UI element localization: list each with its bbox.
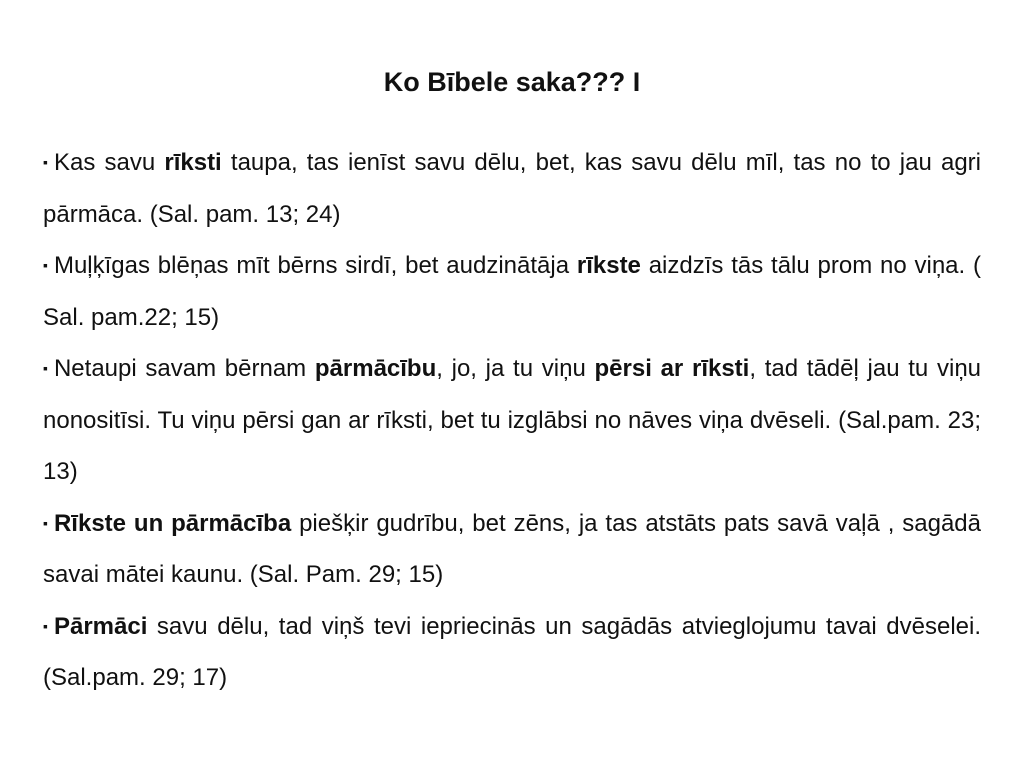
body-text: piešķir gudrību, bet zēns, ja tas atstāts pats savā vaļā , sagādā savai mātei kaunu. (Sal. Pam. 29; 15) — [43, 509, 982, 588]
body-text: savu dēlu, tad viņš tevi iepriecinās un sagādās atvieglojumu tavai dvēselei. (Sal.pam. 29; 17) — [43, 612, 981, 691]
body-text: Kas savu — [53, 149, 165, 176]
body-text: aizdzīs tās tālu prom no viņa. ( Sal. pam.22; 15) — [43, 252, 981, 331]
bullet-list — [43, 137, 981, 704]
emphasis-text: rīksti — [164, 149, 222, 176]
emphasis-text: Rīkste un pārmācība — [53, 509, 292, 537]
bullet-icon: ▪ — [43, 154, 48, 170]
body-text: Muļķīgas blēņas mīt bērns sirdī, bet audzinātāja — [53, 252, 577, 279]
emphasis-text: pārmācību — [314, 355, 437, 382]
bullet-icon: ▪ — [43, 257, 48, 273]
bullet-item — [43, 601, 981, 704]
slide-title: Ko Bībele saka??? I — [383, 67, 641, 97]
body-text: taupa, tas ienīst savu dēlu, bet, kas savu dēlu mīl, tas no to jau agri pārmāca. (Sal. pam. 13; 24) — [43, 149, 981, 228]
body-text: , jo, ja tu viņu — [436, 355, 595, 382]
bullet-icon: ▪ — [43, 360, 48, 376]
body-text: , tad tādēļ jau tu viņu nonositīsi. Tu viņu pērsi gan ar rīksti, bet tu izglābsi no nāves viņa dvēseli. (Sal.pam. 23; 13) — [43, 355, 982, 485]
bullet-item — [43, 240, 981, 343]
emphasis-text: rīkste — [576, 252, 641, 279]
bullet-icon: ▪ — [43, 617, 48, 634]
bullet-item — [43, 343, 981, 498]
bullet-icon: ▪ — [43, 514, 48, 531]
bullet-item — [43, 498, 981, 601]
emphasis-text: pērsi ar rīksti — [594, 355, 750, 382]
bullet-item — [43, 137, 981, 240]
body-text: Netaupi savam bērnam — [53, 355, 315, 382]
emphasis-text: Pārmāci — [53, 612, 148, 640]
